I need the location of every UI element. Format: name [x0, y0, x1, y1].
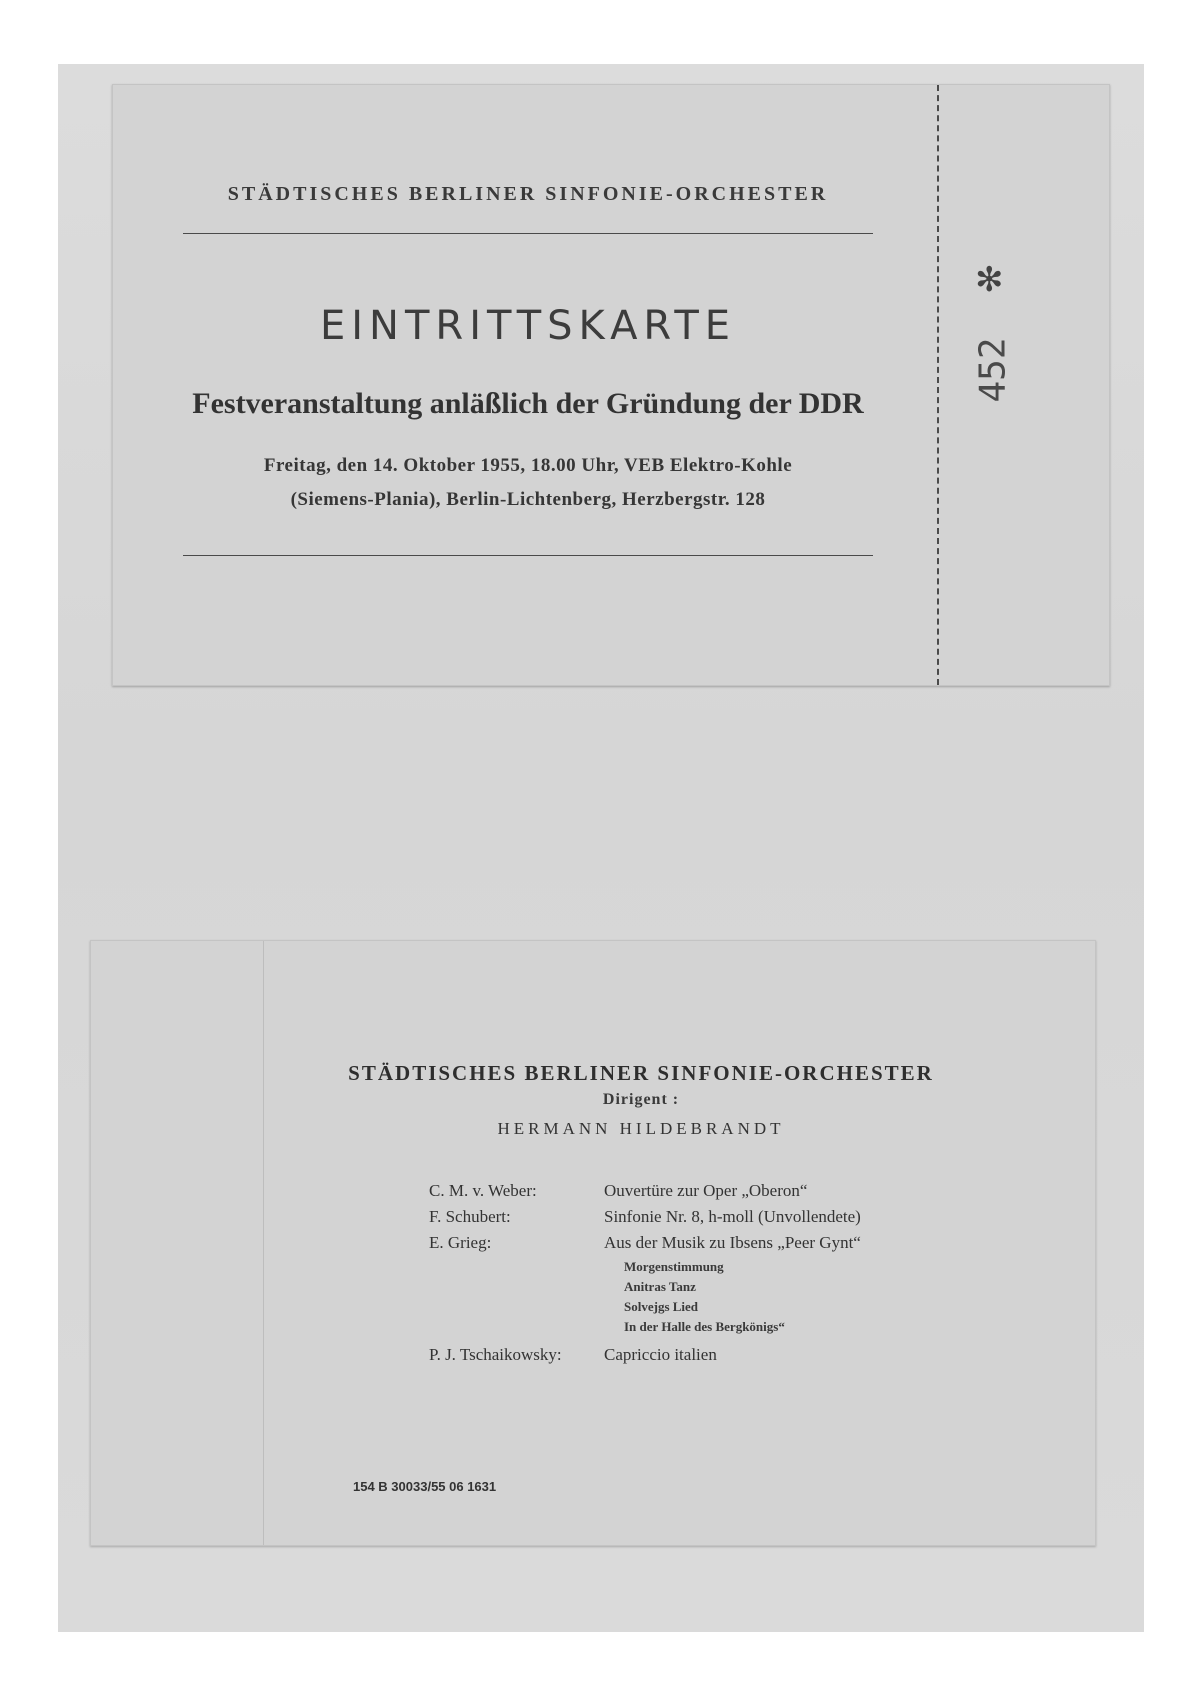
print-code: 154 B 30033/55 06 1631 [353, 1479, 497, 1494]
composer: F. Schubert: [429, 1207, 511, 1226]
movement-title: Morgenstimmung [624, 1259, 724, 1274]
conductor-label: Dirigent : [602, 1091, 680, 1108]
movement-title: Solvejgs Lied [624, 1299, 699, 1314]
work-title: Ouvertüre zur Oper „Oberon“ [604, 1181, 808, 1200]
work-title: Sinfonie Nr. 8, h-moll (Unvollendete) [604, 1207, 861, 1226]
event-details-line-2: (Siemens-Plania), Berlin-Lichtenberg, Herzbergstr. 128 [290, 489, 766, 510]
conductor-name: HERMANN HILDEBRANDT [497, 1119, 785, 1138]
program-item [91, 1345, 1091, 1369]
ticket-orchestra-name: STÄDTISCHES BERLINER SINFONIE-ORCHESTER [227, 183, 829, 205]
event-details-line-1: Freitag, den 14. Oktober 1955, 18.00 Uhr, VEB Elektro-Kohle [263, 455, 793, 476]
ticket-top-rule [183, 233, 873, 234]
ticket-bottom-rule [183, 555, 873, 556]
program-card [90, 940, 1096, 1546]
admission-ticket [112, 84, 1110, 686]
program-orchestra-name: STÄDTISCHES BERLINER SINFONIE-ORCHESTER [348, 1061, 934, 1085]
program-item [91, 1207, 1091, 1231]
program-item [91, 1233, 1091, 1257]
movement-title: In der Halle des Bergkönigs“ [624, 1319, 785, 1334]
program-item [91, 1181, 1091, 1205]
perforation-line [937, 85, 939, 685]
work-title: Capriccio italien [604, 1345, 717, 1364]
composer: P. J. Tschaikowsky: [429, 1345, 562, 1364]
movement-title: Anitras Tanz [624, 1279, 696, 1294]
work-title: Aus der Musik zu Ibsens „Peer Gynt“ [604, 1233, 861, 1252]
event-title: Festveranstaltung anläßlich der Gründung der DDR [192, 387, 864, 420]
ticket-serial-number: 452 [972, 337, 1014, 403]
ticket-title: EINTRITTSKARTE [319, 303, 737, 349]
composer: E. Grieg: [429, 1233, 492, 1252]
album-page [58, 64, 1144, 1632]
stub-asterisk-mark: ✻ [975, 260, 1004, 300]
composer: C. M. v. Weber: [429, 1181, 537, 1200]
